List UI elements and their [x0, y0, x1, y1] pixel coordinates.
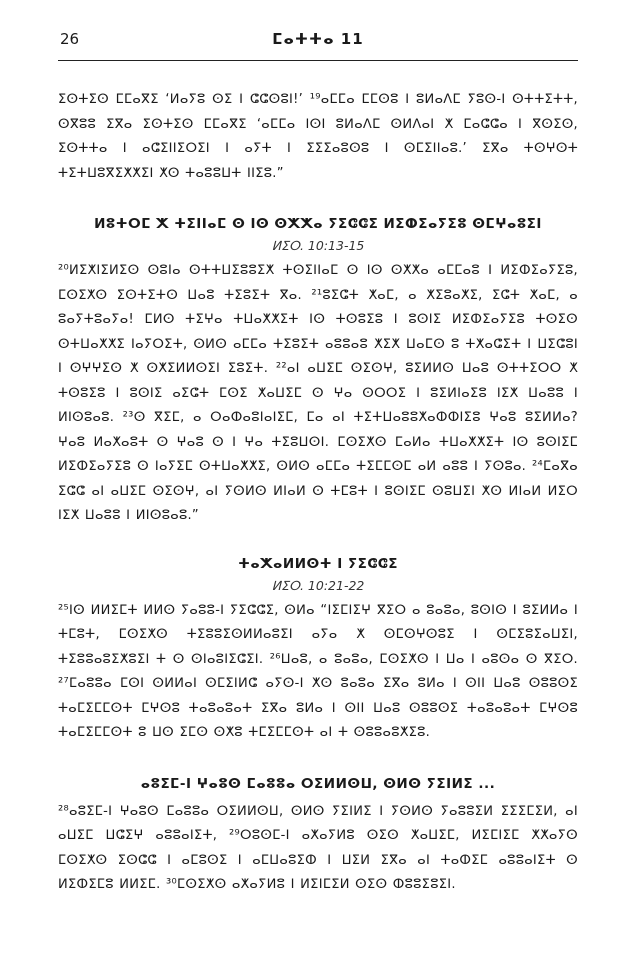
page-header — [58, 30, 578, 50]
header-rule — [58, 60, 578, 61]
section-heading-3: ⴰⵓⵉⵎ-ⵏ ⵖⴰⵓⵙ ⵎⴰⵓⵓⴰ ⵔⵉⵍⵍⵙⵡ, ⵙⵍⵙ ⵢⵉⵏⵍⵉ ... — [140, 775, 496, 792]
running-head: ⵎⴰⵜⵜⴰ 11 — [272, 30, 364, 48]
section-heading-2: ⵜⴰⵅⴰⵍⵍⵙⵜ ⵏ ⵢⵉⵛⵛⵉ — [238, 555, 398, 572]
opening-paragraph: ⵉⵙⵜⵉⵙ ⵎⵎⴰⴳⵉ ‘ⵍⴰⵢⵓ ⵙⵉ ⵏ ⵛⵛⵙⵓⵏ!’ ¹⁹ⴰⵎⵎⴰ ⵎⵎⵙⵓ ⵏ ⵓⵍⴰⴷⵎ ⵢⵓⵙ-ⵏ ⵙⵜⵜⵉⵜⵜ, ⵙⴳⵓⵓ ⵉⴳⴰ ⵉⵙⵜⵉⵙ ⵎⵎⴰⴳⵉ ‘ⴰⵎⵎⴰ ⵏⵙⵏ ⵓⵍⴰⴷⵎ ⵙⵍⴷⴰⵏ ⵅ ⵎⴰⵛⵛⴰ ⵏ ⴳⵙⵉⵙ, ⵉⵙⵜⵜⴰ ⵏ ⴰⵛⵉⵏⵏⵉⵔⵉⵏ ⵏ ⴰⵢⵜ ⵏ ⵉⵉⵉⴰⵓⵙⵓ ⵏ ⵙⵎⵉⵏⵏⴰⵓ.’ ⵉⴳⴰ ⵜⵙⵖⵙⵜ ⵜⵉⵜⵡⵓⴳⵉⵅⵅⵉⵏ ⵅⵙ ⵜⴰⵓⵓⵡⵜ ⵏⵏⵉⵓ.” — [58, 92, 578, 181]
section-reference-1: ⵍⵉⵔ. 10:13-15 — [271, 238, 365, 253]
section-paragraph-3: ²⁸ⴰⵓⵉⵎ-ⵏ ⵖⴰⵓⵙ ⵎⴰⵓⵓⴰ ⵔⵉⵍⵍⵙⵡ, ⵙⵍⵙ ⵢⵉⵏⵍⵉ ⵏ ⵢⵙⵍⵙ ⵢⴰⵓⵓⵉⵍ ⵉⵉⵉⵎⵉⵍ, ⴰⵏ ⴰⵡⵉⵎ ⵡⵛⵉⵖ ⴰⵓⵓⴰⵏⵉⵜ, ²⁹ⵔⵓⵙⵎ-ⵏ ⴰⵅⴰⵢⵍⵓ ⵙⵉⵙ ⵅⴰⵡⵉⵎ, ⵍⵉⵎⵏⵉⵎ ⵅⵅⴰⵢⵙ ⵎⵙⵉⵅⵙ ⵉⵙⵛⵛ ⵏ ⴰⵎⵓⵙⵉ ⵏ ⴰⵎⵡⴰⵓⵉⵀ ⵏ ⵡⵉⵍ ⵉⴳⴰ ⴰⵏ ⵜⴰⵀⵉⵎ ⴰⵓⵓⴰⵏⵉⵜ ⵙ ⵍⵉⵀⵉⵎⵓ ⵍⵍⵉⵎ. ³⁰ⵎⵙⵉⵅⵙ ⴰⵅⴰⵢⵍⵓ ⵏ ⵍⵉⵏⵎⵉⵍ ⵙⵉⵙ ⵀⵓⵓⵉⵓⵉⵏ. — [58, 803, 578, 892]
section-heading-1: ⵍⵓⵜⵔⵎ ⵅ ⵜⵉⵏⵏⴰⵎ ⵙ ⵏⵙ ⵙⵅⵅⴰ ⵢⵉⵛⵛⵉ ⵍⵉⵀⵉⴰⵢⵉⵓ ⵙⵎⵖⴰⵓⵉⵏ — [94, 216, 542, 232]
section-paragraph-1: ²⁰ⵍⵉⵅⵏⵉⵍⵉⵙ ⵙⵓⵏⴰ ⵙⵜⵜⵡⵉⵓⵓⵉⵅ ⵜⵙⵉⵏⵏⴰⵎ ⵙ ⵏⵙ ⵙⵅⵅⴰ ⴰⵎⵎⴰⵓ ⵏ ⵍⵉⵀⵉⴰⵢⵉⵓ, ⵎⵙⵉⵅⵙ ⵉⵙⵜⵉⵜⵙ ⵡⴰⵓ ⵜⵉⵓⵉⵜ ⴳⴰ. ²¹ⵓⵉⵛⵜ ⵅⴰⵎ, ⴰ ⵅⵉⵓⴰⵅⵉ, ⵉⵛⵜ ⵅⴰⵎ, ⴰ ⵓⴰⵢⵜⵓⴰⵢⴰ! ⵎⵍⵙ ⵜⵉⵖⴰ ⵜⵡⴰⵅⵅⵉⵜ ⵏⵙ ⵜⵙⵓⵉⵓ ⵏ ⵓⵙⵏⵉ ⵍⵉⵀⵉⴰⵢⵉⵓ ⵜⵙⵉⵙ ⵙⵜⵡⴰⵅⵅⵉ ⵏⴰⵢⵔⵉⵜ, ⵙⵍⵙ ⴰⵎⵎⴰ ⵜⵉⵓⵉⵜ ⴰⵓⵓⴰⵓ ⵅⵉⵅ ⵡⴰⵎⵙ ⵓ ⵜⵅⴰⵛⵉⵜ ⵏ ⵡⵉⵛⵓⵏ ⵏ ⵙⵖⵖⵉⵙ ⵅ ⵙⵅⵉⵍⵍⵙⵉⵏ ⵉⵓⵉⵜ. ²²ⴰⵏ ⴰⵡⵉⵎ ⵙⵉⵙⵖ, ⵓⵉⵍⵍⵙ ⵡⴰⵓ ⵙⵜⵜⵉⵔⵔ ⵅ ⵜⵙⵓⵉⵓ ⵏ ⵓⵙⵏⵉ ⴰⵉⵛⵜ ⵎⵙⵉ ⵅⴰⵡⵉⵎ ⵙ ⵖⴰ ⵙⵔⵔⵉ ⵏ ⵓⵉⵍⵏⴰⵉⵓ ⵏⵉⵅ ⵡⴰⵓⵓ ⵏ ⵍⵏⵙⵓⴰⵓ. ²³ⵙ ⴳⵉⵎ, ⴰ ⵔⴰⵀⴰⵓⵏⴰⵏⵉⵎ, ⵎⴰ ⴰⵏ ⵜⵉⵜⵡⴰⵓⵓⵅⴰⵀⵀⵏⵉⵓ ⵖⴰⵓ ⵓⵉⵍⵍⴰ? ⵖⴰⵓ ⵍⴰⵅⴰⵓⵜ ⵙ ⵖⴰⵓ ⵙ ⵏ ⵖⴰ ⵜⵉⵓⵡⵙⵏ. ⵎⵙⵉⵅⵙ ⵎⴰⵍⴰ ⵜⵡⴰⵅⵅⵉⵜ ⵏⵙ ⵓⵙⵏⵉⵎ ⵍⵉⵀⵉⴰⵢⵉⵓ ⵙ ⵏⴰⵢⵉⵎ ⵙⵜⵡⴰⵅⵅⵉ, ⵙⵍⵙ ⴰⵎⵎⴰ ⵜⵉⵎⵎⵙⵎ ⴰⵍ ⴰⵓⵓ ⵏ ⵢⵙⵓⴰ. ²⁴ⵎⴰⴳⴰ ⵉⵛⵛ ⴰⵏ ⴰⵡⵉⵎ ⵙⵉⵙⵖ, ⴰⵏ ⵢⵙⵍⵙ ⵍⵏⴰⵍ ⵙ ⵜⵎⵓⵜ ⵏ ⵓⵙⵏⵉⵎ ⵙⵓⵡⵉⵏ ⵅⵙ ⵍⵏⴰⵍ ⵍⵉⵔ ⵏⵉⵅ ⵡⴰⵓⵓ ⵏ ⵍⵏⵙⵓⴰⵓ.” — [58, 263, 578, 523]
section-reference-2: ⵍⵉⵔ. 10:21-22 — [271, 577, 365, 593]
section-paragraph-2: ²⁵ⵏⵙ ⵍⵍⵉⵎⵜ ⵍⵍⵙ ⵢⴰⵓⵓ-ⵏ ⵢⵉⵛⵛⵉ, ⵙⵍⴰ “ⵏⵉⵎⵏⵉⵖ ⴳⵉⵔ ⴰ ⵓⴰⵓⴰ, ⵓⵙⵏⵙ ⵏ ⵓⵉⵍⵍⴰ ⵏ ⵜⵎⵓⵜ, ⵎⵙⵉⵅⵙ ⵜⵉⵓⵓⵉⵙⵍⵍⴰⵓⵉⵏ ⴰⵢⴰ ⵅ ⵙⵎⵙⵖⵙⵓⵉ ⵏ ⵙⵎⵉⵓⵉⴰⵡⵉⵏ, ⵜⵉⵓⵓⴰⵓⵉⵅⵓⵉⵏ ⵜ ⵙ ⵙⵏⴰⵓⵏⵉⵛⵉⵏ. ²⁶ⵡⴰⵓ, ⴰ ⵓⴰⵓⴰ, ⵎⵙⵉⵅⵙ ⵏ ⵡⴰ ⵏ ⴰⵓⵙⴰ ⵙ ⴳⵉⵔ. ²⁷ⵎⴰⵓⵓⴰ ⵎⵙⵏ ⵙⵍⵍⴰⵏ ⵙⵎⵉⵏⵍⵛ ⴰⵢⵙ-ⵏ ⵅⵙ ⵓⴰⵓⴰ ⵉⴳⴰ ⵓⵍⴰ ⵏ ⵙⵏⵏ ⵡⴰⵓ ⵙⵓⵓⵙⵉ ⵜⴰⵎⵉⵎⵎⵙⵜ ⵎⵖⵙⵓ ⵜⴰⵓⴰⵓⴰⵜ ⵉⴳⴰ ⵓⵍⴰ ⵏ ⵙⵏⵏ ⵡⴰⵓ ⵙⵓⵓⵙⵉ ⵜⴰⵓⴰⵓⴰⵜ ⵎⵖⵙⵓ ⵜⴰⵎⵉⵎⵎⵙⵜ ⵓ ⵡⵙ ⵉⵎⵙ ⵙⵅⵓ ⵜⵎⵉⵎⵎⵙⵜ ⴰⵏ ⵜ ⵙⵓⵓⴰⵓⵅⵉⵓ. — [58, 602, 578, 740]
body-text — [58, 88, 578, 898]
page-number: 26 — [60, 30, 80, 48]
